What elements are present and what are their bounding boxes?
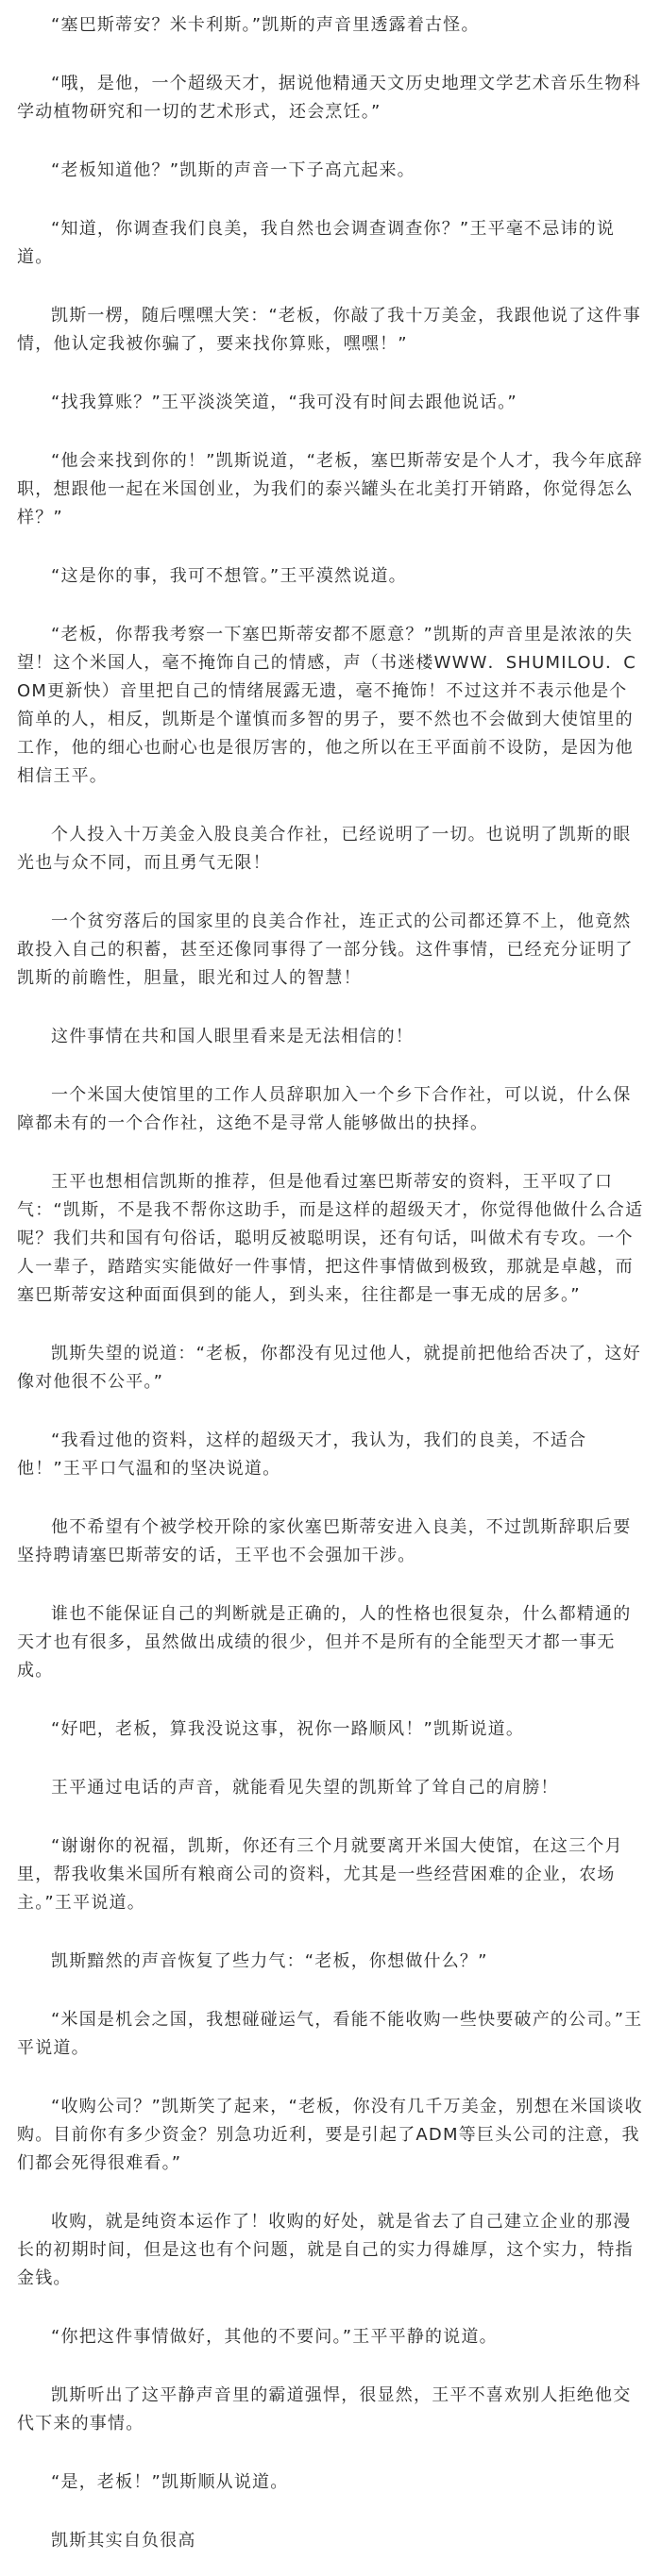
paragraph-3: “老板知道他？”凯斯的声音一下子高亢起来。 [51,160,415,180]
paragraph-29: 凯斯其实自负很高 [51,2531,196,2551]
paragraph-28: “是，老板！”凯斯顺从说道。 [51,2472,289,2492]
paragraph-gap [17,1138,644,1168]
paragraph-gap [17,2438,644,2468]
paragraph-gap [17,791,644,821]
paragraph-12: 这件事情在共和国人眼里看来是无法相信的！ [51,1027,414,1046]
paragraph-1: “塞巴斯蒂安？米卡利斯。”凯斯的声音里透露着古怪。 [51,15,480,35]
paragraph-10: 个人投入十万美金入股良美合作社，已经说明了一切。也说明了凯斯的眼光也与众不同，而且勇气无限！ [17,825,632,873]
paragraph-gap [17,2063,644,2093]
paragraph-gap [17,1051,644,1081]
paragraph-gap [17,417,644,447]
paragraph-gap [17,1976,644,2006]
paragraph-21: “谢谢你的祝福，凯斯，你还有三个月就要离开米国大使馆，在这三个月里，帮我收集米国所有粮商公司的资料，尤其是一些经营困难的企业，农场主。”王平说道。 [17,1836,623,1913]
paragraph-9: “老板，你帮我考察一下塞巴斯蒂安都不愿意？”凯斯的声音里是浓浓的失望！这个米国人，毫不掩饰自己的情感，声（书迷楼WWW．SHUMILOU．COM更新快）音里把自己的情绪展露无遗，毫不掩饰！不过这并不表示他是个简单的人，相反，凯斯是个谨慎而多智的男子，要不然也不会做到大使馆里的工作，他的细心也耐心也是很厉害的，他之所以在王平面前不设防，是因为他相信王平。 [17,625,637,786]
paragraph-14: 王平也想相信凯斯的推荐，但是他看过塞巴斯蒂安的资料，王平叹了口气：“凯斯，不是我不帮你这助手，而是这样的超级天才，你觉得他做什么合适呢？我们共和国有句俗话，聪明反被聪明误，还有句话，叫做术有专攻。一个人一辈子，踏踏实实能做好一件事情，把这件事情做到极致，那就是卓越，而塞巴斯蒂安这种面面俱到的能人，到头来，往往都是一事无成的居多。” [17,1172,644,1305]
paragraph-gap [17,878,644,908]
top-spacer [17,0,644,11]
paragraph-gap [17,126,644,157]
paragraph-19: “好吧，老板，算我没说这事，祝你一路顺风！”凯斯说道。 [51,1719,525,1739]
paragraph-27: 凯斯听出了这平静声音里的霸道强悍，很显然，王平不喜欢别人拒绝他交代下来的事情。 [17,2385,632,2434]
paragraph-gap [17,1917,644,1948]
paragraph-6: “找我算账？”王平淡淡笑道，“我可没有时间去跟他说话。” [51,393,517,412]
paragraph-23: “米国是机会之国，我想碰碰运气，看能不能收购一些快要破产的公司。”王平说道。 [17,2010,643,2058]
paragraph-gap [17,40,644,70]
paragraph-gap [17,185,644,215]
paragraph-24: “收购公司？”凯斯笑了起来，“老板，你没有几千万美金，别想在米国谈收购。目前你有多少资金？别急功近利，要是引起了ADM等巨头公司的注意，我们都会死得很难看。” [17,2097,643,2173]
paragraph-13: 一个米国大使馆里的工作人员辞职加入一个乡下合作社，可以说，什么保障都未有的一个合作社，这绝不是寻常人能够做出的抉择。 [17,1085,632,1133]
paragraph-gap [17,993,644,1023]
paragraph-15: 凯斯失望的说道：“老板，你都没有见过他人，就提前把他给否决了，这好像对他很不公平。” [17,1344,641,1392]
paragraph-gap [17,1685,644,1715]
paragraph-gap [17,1570,644,1600]
paragraph-gap [17,2178,644,2208]
paragraph-26: “你把这件事情做好，其他的不要问。”王平平静的说道。 [51,2327,498,2347]
paragraph-11: 一个贫穷落后的国家里的良美合作社，连正式的公司都还算不上，他竟然敢投入自己的积蓄，甚至还像同事得了一部分钱。这件事情，已经充分证明了凯斯的前瞻性，胆量，眼光和过人的智慧！ [17,912,634,988]
paragraph-gap [17,591,644,621]
paragraph-gap [17,272,644,302]
paragraph-25: 收购，就是纯资本运作了！收购的好处，就是省去了自己建立企业的那漫长的初期时间，但是这也有个问题，就是自己的实力得雄厚，这个实力，特指金钱。 [17,2212,634,2288]
paragraph-20: 王平通过电话的声音，就能看见失望的凯斯耸了耸自己的肩膀！ [51,1778,559,1798]
paragraph-17: 他不希望有个被学校开除的家伙塞巴斯蒂安进入良美，不过凯斯辞职后要坚持聘请塞巴斯蒂安的话，王平也不会强加干涉。 [17,1517,632,1565]
paragraph-8: “这是你的事，我可不想管。”王平漠然说道。 [51,566,407,586]
paragraph-2: “哦，是他，一个超级天才，据说他精通天文历史地理文学艺术音乐生物科学动植物研究和一切的艺术形式，还会烹饪。” [17,74,641,122]
paragraph-7: “他会来找到你的！”凯斯说道，“老板，塞巴斯蒂安是个人才，我今年底辞职，想跟他一起在米国创业，为我们的泰兴罐头在北美打开销路，你觉得怎么样？” [17,451,643,527]
paragraph-gap [17,1397,644,1427]
paragraph-5: 凯斯一楞，随后嘿嘿大笑：“老板，你敲了我十万美金，我跟他说了这件事情，他认定我被你骗了，要来找你算账，嘿嘿！” [17,306,641,354]
paragraph-gap [17,1802,644,1832]
paragraph-gap [17,2293,644,2323]
paragraph-22: 凯斯黯然的声音恢复了些力气：“老板，你想做什么？” [51,1951,488,1971]
paragraph-gap [17,1483,644,1514]
paragraph-4: “知道，你调查我们良美，我自然也会调查调查你？”王平毫不忌讳的说道。 [17,219,616,267]
paragraph-gap [17,359,644,389]
paragraph-gap [17,1310,644,1340]
paragraph-gap [17,2351,644,2382]
paragraph-16: “我看过他的资料，这样的超级天才，我认为，我们的良美，不适合他！”王平口气温和的坚决说道。 [17,1430,587,1479]
paragraph-gap [17,532,644,562]
paragraph-gap [17,2497,644,2527]
paragraph-gap [17,1744,644,1774]
paragraph-18: 谁也不能保证自己的判断就是正确的，人的性格也很复杂，什么都精通的天才也有很多，虽然做出成绩的很少，但并不是所有的全能型天才都一事无成。 [17,1604,632,1681]
